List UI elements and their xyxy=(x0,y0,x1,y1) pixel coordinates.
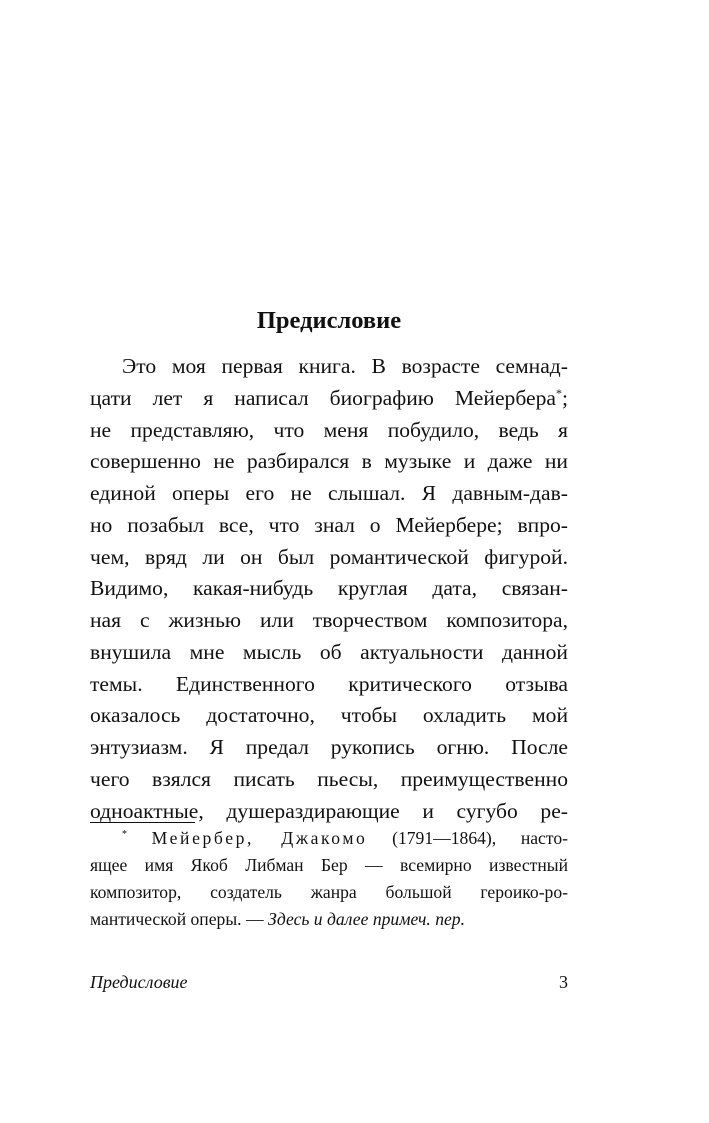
footnote-line: композитор, создатель жанра большой героико-ро- xyxy=(90,882,568,902)
body-line: ная с жизнью или творчеством композитора, xyxy=(90,608,568,632)
page-number: 3 xyxy=(559,972,568,992)
footnote-line: ящее имя Якоб Либман Бер — всемирно известный xyxy=(90,855,568,875)
body-line: не представляю, что меня побудило, ведь я xyxy=(90,417,568,442)
footnote-line xyxy=(90,906,568,933)
body-line: но позабыл все, что знал о Мейербере; впро- xyxy=(90,512,568,537)
running-title: Предисловие xyxy=(90,972,188,992)
footnote xyxy=(90,825,568,933)
body-line: совершенно не разбирался в музыке и даже ни xyxy=(90,449,568,474)
body-line: темы. Единственного критического отзыва xyxy=(90,671,568,696)
footnote-line xyxy=(90,825,568,852)
footnote-reference[interactable]: * xyxy=(556,385,562,400)
page-footer xyxy=(90,970,568,994)
footnote-divider xyxy=(90,822,195,823)
body-text xyxy=(90,351,568,827)
footnote-text: мантической оперы. — xyxy=(90,909,264,929)
body-line-text: цати лет я написал биографию Мейербера xyxy=(90,385,556,410)
body-line: чего взялся писать пьесы, преимущественно xyxy=(90,766,568,791)
body-line: одноактные, душераздирающие и сугубо ре- xyxy=(90,798,568,823)
footnote-name: Мейербер, Джакомо xyxy=(151,828,368,848)
body-line xyxy=(90,383,568,415)
body-line: энтузиазм. Я предал рукопись огню. После xyxy=(90,735,568,759)
footnote-marker: * xyxy=(122,829,127,841)
body-line-punctuation: ; xyxy=(562,385,568,410)
translator-note: Здесь и далее примеч. пер. xyxy=(267,909,466,929)
body-line: Видимо, какая-нибудь круглая дата, связан- xyxy=(90,576,568,601)
chapter-heading: Предисловие xyxy=(256,307,402,334)
body-line: внушила мне мысль об актуальности данной xyxy=(90,639,568,664)
body-line: оказалось достаточно, чтобы охладить мой xyxy=(90,703,568,728)
footnote-dates: (1791—1864), насто- xyxy=(392,828,568,848)
body-line: единой оперы его не слышал. Я давным-дав- xyxy=(90,481,568,505)
body-line: чем, вряд ли он был романтической фигурой. xyxy=(90,544,568,569)
body-line: Это моя первая книга. В возрасте семнад- xyxy=(122,354,568,378)
